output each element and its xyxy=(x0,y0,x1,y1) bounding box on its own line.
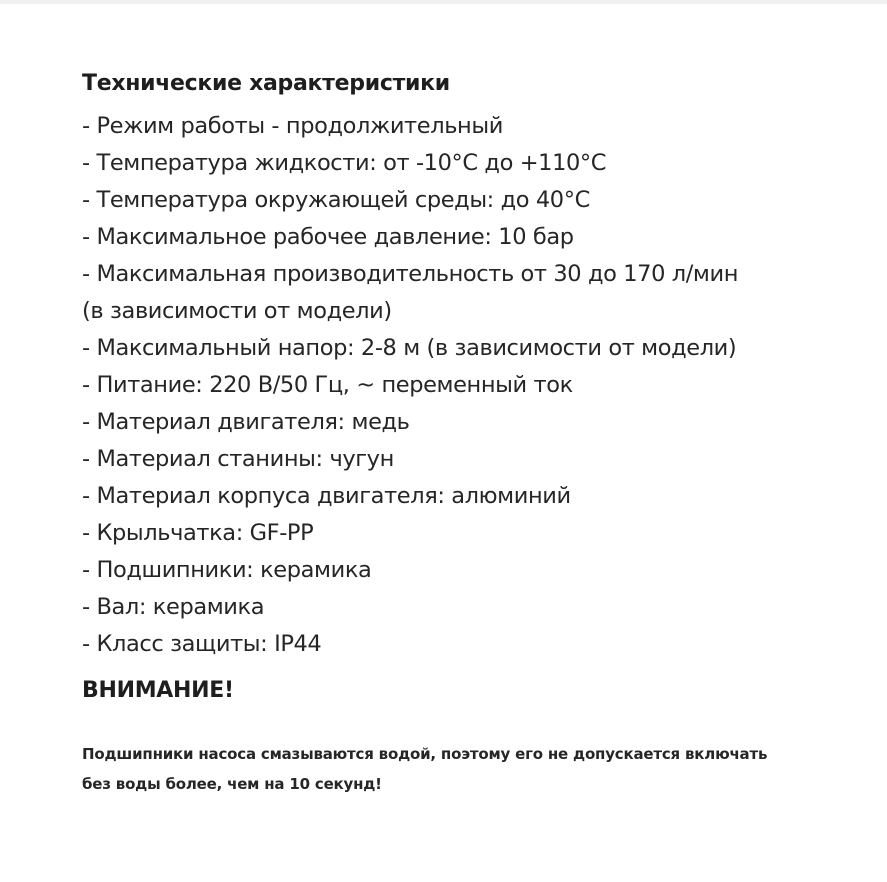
document-title: Технические характеристики xyxy=(82,71,450,96)
spec-protection-class: - Класс защиты: IP44 xyxy=(82,631,322,657)
spec-motor-housing-material: - Материал корпуса двигателя: алюминий xyxy=(82,483,571,509)
spec-power-supply: - Питание: 220 В/50 Гц, ~ переменный ток xyxy=(82,372,573,398)
spec-operating-mode: - Режим работы - продолжительный xyxy=(82,113,503,139)
spec-max-flow-note: (в зависимости от модели) xyxy=(82,298,392,324)
spec-frame-material: - Материал станины: чугун xyxy=(82,446,394,472)
spec-ambient-temperature: - Температура окружающей среды: до 40°C xyxy=(82,187,590,213)
spec-max-flow: - Максимальная производительность от 30 до 170 л/мин xyxy=(82,261,739,287)
spec-impeller: - Крыльчатка: GF-PP xyxy=(82,520,314,546)
top-divider xyxy=(0,0,887,4)
spec-document xyxy=(82,66,862,799)
spec-motor-material: - Материал двигателя: медь xyxy=(82,409,410,435)
warning-text: Подшипники насоса смазываются водой, поэтому его не допускается включать без воды более, чем на 10 секунд! xyxy=(82,745,768,793)
spec-max-head: - Максимальный напор: 2-8 м (в зависимости от модели) xyxy=(82,335,737,361)
warning-heading: ВНИМАНИЕ! xyxy=(82,678,234,703)
spec-liquid-temperature: - Температура жидкости: от -10°C до +110°C xyxy=(82,150,607,176)
spec-max-pressure: - Максимальное рабочее давление: 10 бар xyxy=(82,224,574,250)
spec-bearings: - Подшипники: керамика xyxy=(82,557,372,583)
spec-list xyxy=(82,108,862,663)
spec-shaft: - Вал: керамика xyxy=(82,594,265,620)
